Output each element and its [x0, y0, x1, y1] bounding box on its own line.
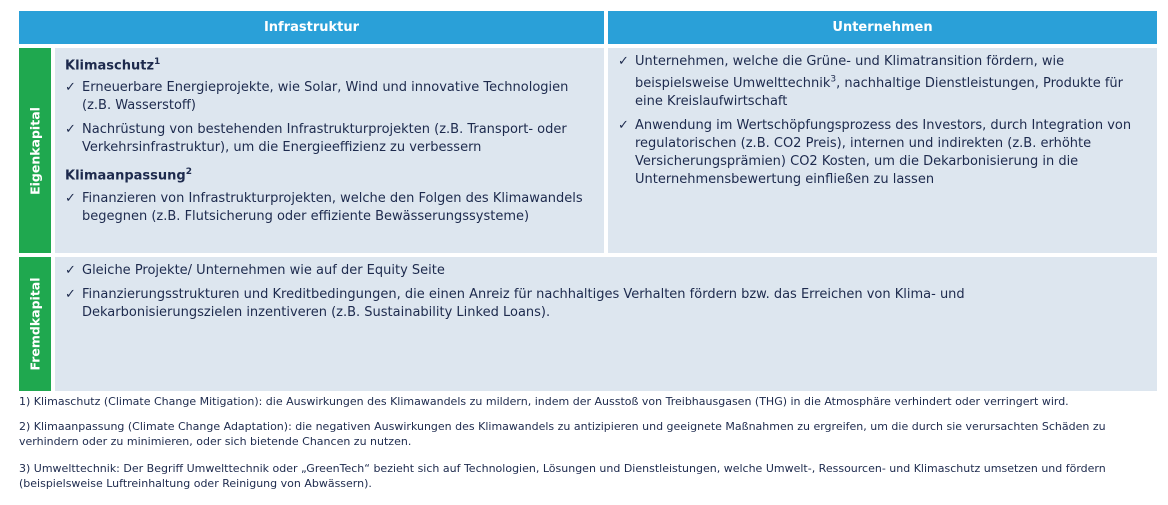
list-item-text: Nachrüstung von bestehenden Infrastrukturprojekten (z.B. Transport- oder Verkehrsinfrastruktur), um die Energieeffizienz zu verbessern — [82, 122, 567, 156]
header-infrastruktur-label: Infrastruktur — [263, 20, 360, 35]
list-item — [65, 262, 1007, 280]
header-infrastruktur — [19, 11, 604, 44]
row-label-fremdkapital — [19, 257, 51, 391]
header-unternehmen-label: Unternehmen — [832, 20, 933, 35]
check-icon: ✓ — [65, 190, 76, 206]
list-item — [65, 286, 1007, 322]
footnote-2: 2) Klimaanpassung (Climate Change Adaptation): die negativen Auswirkungen des Klimawandels zu antizipieren und geeignete Maßnahmen zu ergreifen, um die durch sie verursachten Schäden zu verhindern oder zu minimieren, oder sich bietende Chancen zu nutzen. — [19, 420, 1106, 448]
check-icon: ✓ — [65, 80, 76, 96]
unternehmen-list — [618, 53, 1149, 189]
list-item-text: Finanzierungsstrukturen und Kreditbedingungen, die einen Anreiz für nachhaltiges Verhalten fördern bzw. das Erreichen von Klima- und Dekarbonisierungszielen inzentiveren (z.B. Sustainability Linked Loans). — [82, 287, 965, 320]
list-item — [65, 121, 596, 157]
list-item-text: Anwendung im Wertschöpfungsprozess des Investors, durch Integration von regulatorischen (z.B. CO2 Preis), internen und indirekten (z.B. erhöhte Versicherungsprämien) CO2 Kosten, um die Dekarbonisierung in die Unternehmensbewertung einfließen zu lassen — [635, 118, 1132, 188]
footnote-1: 1) Klimaschutz (Climate Change Mitigation): die Auswirkungen des Klimawandels zu mildern, indem der Ausstoß von Treibhausgasen (THG) in die Atmosphäre verhindert oder verringert wird. — [19, 395, 1069, 408]
cell-infrastruktur-eigenkapital — [55, 48, 604, 253]
list-item-text: Finanzieren von Infrastrukturprojekten, welche den Folgen des Klimawandels begegnen (z.B. Flutsicherung oder effiziente Bewässerungssysteme) — [82, 190, 583, 224]
list-item — [618, 117, 1149, 189]
row-label-eigenkapital — [19, 48, 51, 253]
list-item — [65, 190, 596, 226]
list-item-text — [635, 54, 1123, 109]
klimaschutz-footnote-ref: 1 — [154, 57, 161, 67]
fremdkapital-label: Fremdkapital — [27, 277, 43, 371]
header-unternehmen — [608, 11, 1157, 44]
umwelttechnik-footnote-ref: 3 — [830, 75, 837, 85]
cell-unternehmen-eigenkapital — [608, 48, 1157, 253]
eigenkapital-label: Eigenkapital — [27, 106, 43, 195]
klimaanpassung-list — [65, 190, 596, 226]
check-icon: ✓ — [65, 287, 76, 302]
cell-fremdkapital — [55, 257, 1157, 391]
list-item — [65, 79, 596, 115]
footnote-3: 3) Umwelttechnik: Der Begriff Umwelttechnik oder „GreenTech“ bezieht sich auf Technologien, Lösungen und Dienstleistungen, welche Umwelt-, Ressourcen- und Klimaschutz umsetzen und fördern (beispielsweise Luftreinhaltung oder Reinigung von Abwässern). — [19, 462, 1106, 490]
unternehmen-item1-text-cont: , nachhaltige Dienstleistungen, Produkte für eine Kreislaufwirtschaft — [635, 76, 1123, 110]
check-icon: ✓ — [65, 263, 76, 278]
unternehmen-item1-text: Unternehmen, welche die Grüne- und Klimatransition fördern, wie beispielsweise Umwelttechnik — [635, 54, 1065, 92]
klimaschutz-heading — [65, 53, 596, 75]
list-item-text: Erneuerbare Energieprojekte, wie Solar, Wind und innovative Technologien (z.B. Wasserstoff) — [82, 80, 569, 114]
check-icon: ✓ — [65, 122, 76, 138]
klimaschutz-title: Klimaschutz — [65, 58, 155, 74]
klimaanpassung-footnote-ref: 2 — [185, 167, 192, 178]
check-icon: ✓ — [618, 118, 629, 134]
list-item-text: Gleiche Projekte/ Unternehmen wie auf der Equity Seite — [82, 263, 445, 278]
klimaanpassung-heading — [65, 163, 596, 185]
check-icon: ✓ — [618, 54, 629, 69]
list-item — [618, 53, 1149, 111]
klimaanpassung-title: Klimaanpassung — [65, 168, 186, 184]
klimaschutz-list — [65, 79, 596, 157]
fremdkapital-list — [65, 262, 1007, 322]
